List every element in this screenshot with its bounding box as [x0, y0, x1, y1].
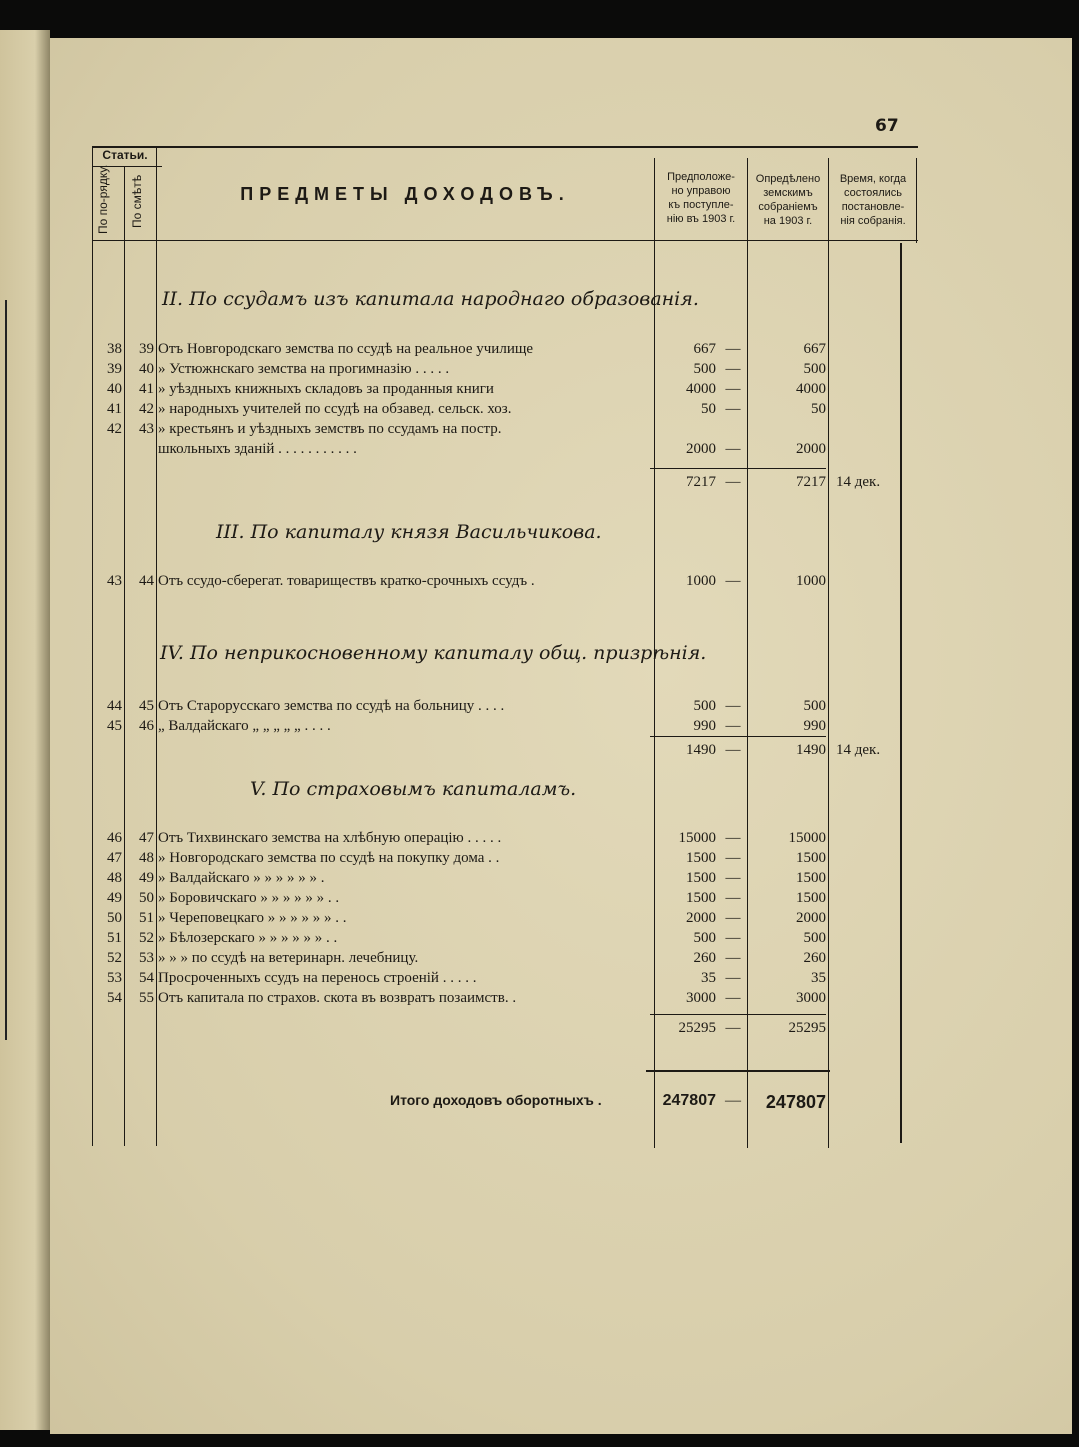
- row-number: 45: [107, 718, 122, 734]
- row-description: Отъ Старорусскаго земства по ссудѣ на больницу . . . .: [158, 698, 505, 714]
- proposed-amount: 1500: [686, 850, 716, 866]
- decision-time: 14 дек.: [836, 474, 881, 490]
- row-number: 50: [107, 910, 122, 926]
- row-number: 48: [107, 870, 122, 886]
- kopeck-dash: —: [725, 742, 741, 758]
- row-description: „ Валдайскаго „ „ „ „ „ . . . .: [158, 718, 331, 734]
- total-proposed: 247807: [662, 1092, 716, 1109]
- table-row: [50, 870, 1072, 890]
- total-dash: —: [725, 1092, 741, 1109]
- table-row: [50, 970, 1072, 990]
- determined-amount: 2000: [796, 441, 826, 457]
- kopeck-dash: —: [725, 441, 741, 457]
- kopeck-dash: —: [725, 573, 741, 589]
- total-determined: 247807: [765, 1092, 826, 1112]
- kopeck-dash: —: [725, 474, 741, 490]
- estimate-number: 42: [139, 401, 154, 417]
- proposed-amount: 1490: [686, 742, 716, 758]
- kopeck-dash: —: [725, 930, 741, 946]
- estimate-number: 44: [139, 573, 154, 589]
- kopeck-dash: —: [725, 381, 741, 397]
- row-number: 51: [107, 930, 122, 946]
- header-title: ПРЕДМЕТЫ ДОХОДОВЪ.: [240, 184, 570, 204]
- header-po-smete: По смѣтѣ: [130, 174, 144, 228]
- kopeck-dash: —: [725, 830, 741, 846]
- table-row: [50, 573, 1072, 593]
- table-row: [50, 401, 1072, 421]
- table-row: [50, 474, 1072, 494]
- determined-amount: 667: [803, 341, 826, 357]
- determined-amount: 50: [811, 401, 826, 417]
- kopeck-dash: —: [725, 890, 741, 906]
- table-row: [50, 990, 1072, 1010]
- table-row: [50, 718, 1072, 738]
- kopeck-dash: —: [725, 698, 741, 714]
- proposed-amount: 2000: [686, 910, 716, 926]
- estimate-number: 52: [139, 930, 154, 946]
- proposed-amount: 990: [693, 718, 716, 734]
- document-page: [50, 38, 1072, 1434]
- determined-amount: 7217: [796, 474, 826, 490]
- row-description: » Бѣлозерскаго » » » » » » . .: [158, 930, 338, 946]
- determined-amount: 1490: [796, 742, 826, 758]
- determined-amount: 1500: [796, 850, 826, 866]
- table-row: [50, 1020, 1072, 1040]
- table-row: [50, 850, 1072, 870]
- kopeck-dash: —: [725, 990, 741, 1006]
- kopeck-dash: —: [725, 950, 741, 966]
- proposed-amount: 4000: [686, 381, 716, 397]
- estimate-number: 50: [139, 890, 154, 906]
- row-number: 46: [107, 830, 122, 846]
- row-description: » Устюжнскаго земства на прогимназію . . . . .: [158, 361, 450, 377]
- estimate-number: 46: [139, 718, 154, 734]
- kopeck-dash: —: [725, 361, 741, 377]
- proposed-amount: 3000: [686, 990, 716, 1006]
- header-statyi: Статьи.: [102, 148, 148, 162]
- row-description: » » » по ссудѣ на ветеринарн. лечебницу.: [158, 950, 419, 966]
- table-row: [50, 698, 1072, 718]
- determined-amount: 500: [803, 930, 826, 946]
- header-po-poryadku: По по-рядку.: [96, 164, 110, 234]
- table-row: [50, 890, 1072, 910]
- determined-amount: 25295: [788, 1020, 826, 1036]
- proposed-amount: 260: [693, 950, 716, 966]
- table-row: [50, 742, 1072, 762]
- section-title-5: V. По страховымъ капиталамъ.: [250, 778, 577, 800]
- estimate-number: 48: [139, 850, 154, 866]
- determined-amount: 260: [803, 950, 826, 966]
- estimate-number: 53: [139, 950, 154, 966]
- proposed-amount: 25295: [678, 1020, 716, 1036]
- proposed-amount: 1500: [686, 890, 716, 906]
- proposed-amount: 35: [701, 970, 716, 986]
- table-row: [50, 421, 1072, 441]
- determined-amount: 15000: [788, 830, 826, 846]
- proposed-amount: 15000: [678, 830, 716, 846]
- kopeck-dash: —: [725, 341, 741, 357]
- decision-time: 14 дек.: [836, 742, 881, 758]
- estimate-number: 40: [139, 361, 154, 377]
- proposed-amount: 500: [693, 361, 716, 377]
- proposed-amount: 500: [693, 698, 716, 714]
- kopeck-dash: —: [725, 970, 741, 986]
- determined-amount: 4000: [796, 381, 826, 397]
- table-row: [50, 950, 1072, 970]
- estimate-number: 47: [139, 830, 154, 846]
- table-row: [50, 910, 1072, 930]
- row-description: » народныхъ учителей по ссудѣ на обзавед. сельск. хоз.: [158, 401, 512, 417]
- table-row: [50, 441, 1072, 461]
- determined-amount: 35: [811, 970, 826, 986]
- row-description: Отъ Новгородскаго земства по ссудѣ на реальное училище: [158, 341, 534, 357]
- row-description: » Боровичскаго » » » » » » . .: [158, 890, 340, 906]
- table-row: [50, 381, 1072, 401]
- row-description: » Валдайскаго » » » » » » .: [158, 870, 325, 886]
- row-number: 40: [107, 381, 122, 397]
- proposed-amount: 7217: [686, 474, 716, 490]
- proposed-amount: 500: [693, 930, 716, 946]
- proposed-amount: 50: [701, 401, 716, 417]
- determined-amount: 990: [803, 718, 826, 734]
- row-description: Отъ капитала по страхов. скота въ возвратъ позаимств. .: [158, 990, 517, 1006]
- kopeck-dash: —: [725, 401, 741, 417]
- estimate-number: 51: [139, 910, 154, 926]
- header-col-time: Время, когда состоялись постановле- нія собранія.: [839, 173, 907, 227]
- table-row: [50, 930, 1072, 950]
- header-col-proposed: Предположе- но управою къ поступле- нію въ 1903 г.: [666, 171, 736, 225]
- determined-amount: 500: [803, 361, 826, 377]
- estimate-number: 49: [139, 870, 154, 886]
- estimate-number: 43: [139, 421, 154, 437]
- kopeck-dash: —: [725, 718, 741, 734]
- proposed-amount: 1500: [686, 870, 716, 886]
- page-number: 67: [875, 116, 899, 136]
- row-description: Отъ Тихвинскаго земства на хлѣбную операцію . . . . .: [158, 830, 502, 846]
- kopeck-dash: —: [725, 870, 741, 886]
- proposed-amount: 2000: [686, 441, 716, 457]
- row-description: » уѣздныхъ книжныхъ складовъ за проданныя книги: [158, 381, 494, 397]
- kopeck-dash: —: [725, 910, 741, 926]
- left-page-edge: [0, 30, 50, 1430]
- row-number: 39: [107, 361, 122, 377]
- estimate-number: 55: [139, 990, 154, 1006]
- table-row: [50, 361, 1072, 381]
- row-number: 44: [107, 698, 122, 714]
- row-description: » Новгородскаго земства по ссудѣ на покупку дома . .: [158, 850, 500, 866]
- determined-amount: 1500: [796, 870, 826, 886]
- row-number: 52: [107, 950, 122, 966]
- header-col-determined: Опредѣлено земскимъ собраніемъ на 1903 г.: [755, 173, 821, 227]
- section-title-4: IV. По неприкосновенному капиталу общ. призрѣнія.: [160, 642, 707, 664]
- proposed-amount: 1000: [686, 573, 716, 589]
- determined-amount: 1500: [796, 890, 826, 906]
- row-description: Отъ ссудо-сберегат. товариществъ кратко-срочныхъ ссудъ .: [158, 573, 535, 589]
- row-description: » крестьянъ и уѣздныхъ земствъ по ссудамъ на постр.: [158, 421, 502, 437]
- total-row: [50, 1092, 1072, 1112]
- row-number: 42: [107, 421, 122, 437]
- row-description: Просроченныхъ ссудъ на перенось строеній . . . . .: [158, 970, 477, 986]
- determined-amount: 2000: [796, 910, 826, 926]
- row-description: » Череповецкаго » » » » » » . .: [158, 910, 347, 926]
- row-number: 54: [107, 990, 122, 1006]
- estimate-number: 54: [139, 970, 154, 986]
- determined-amount: 1000: [796, 573, 826, 589]
- row-description: школьныхъ зданій . . . . . . . . . . .: [158, 441, 357, 457]
- proposed-amount: 667: [693, 341, 716, 357]
- row-number: 38: [107, 341, 122, 357]
- determined-amount: 3000: [796, 990, 826, 1006]
- determined-amount: 500: [803, 698, 826, 714]
- total-label: Итого доходовъ оборотныхъ .: [390, 1092, 602, 1108]
- kopeck-dash: —: [725, 850, 741, 866]
- row-number: 43: [107, 573, 122, 589]
- estimate-number: 45: [139, 698, 154, 714]
- row-number: 49: [107, 890, 122, 906]
- section-title-3: III. По капиталу князя Васильчикова.: [216, 521, 602, 543]
- table-row: [50, 830, 1072, 850]
- row-number: 41: [107, 401, 122, 417]
- kopeck-dash: —: [725, 1020, 741, 1036]
- row-number: 53: [107, 970, 122, 986]
- table-row: [50, 341, 1072, 361]
- estimate-number: 39: [139, 341, 154, 357]
- row-number: 47: [107, 850, 122, 866]
- estimate-number: 41: [139, 381, 154, 397]
- section-title-2: II. По ссудамъ изъ капитала народнаго образованія.: [162, 288, 699, 310]
